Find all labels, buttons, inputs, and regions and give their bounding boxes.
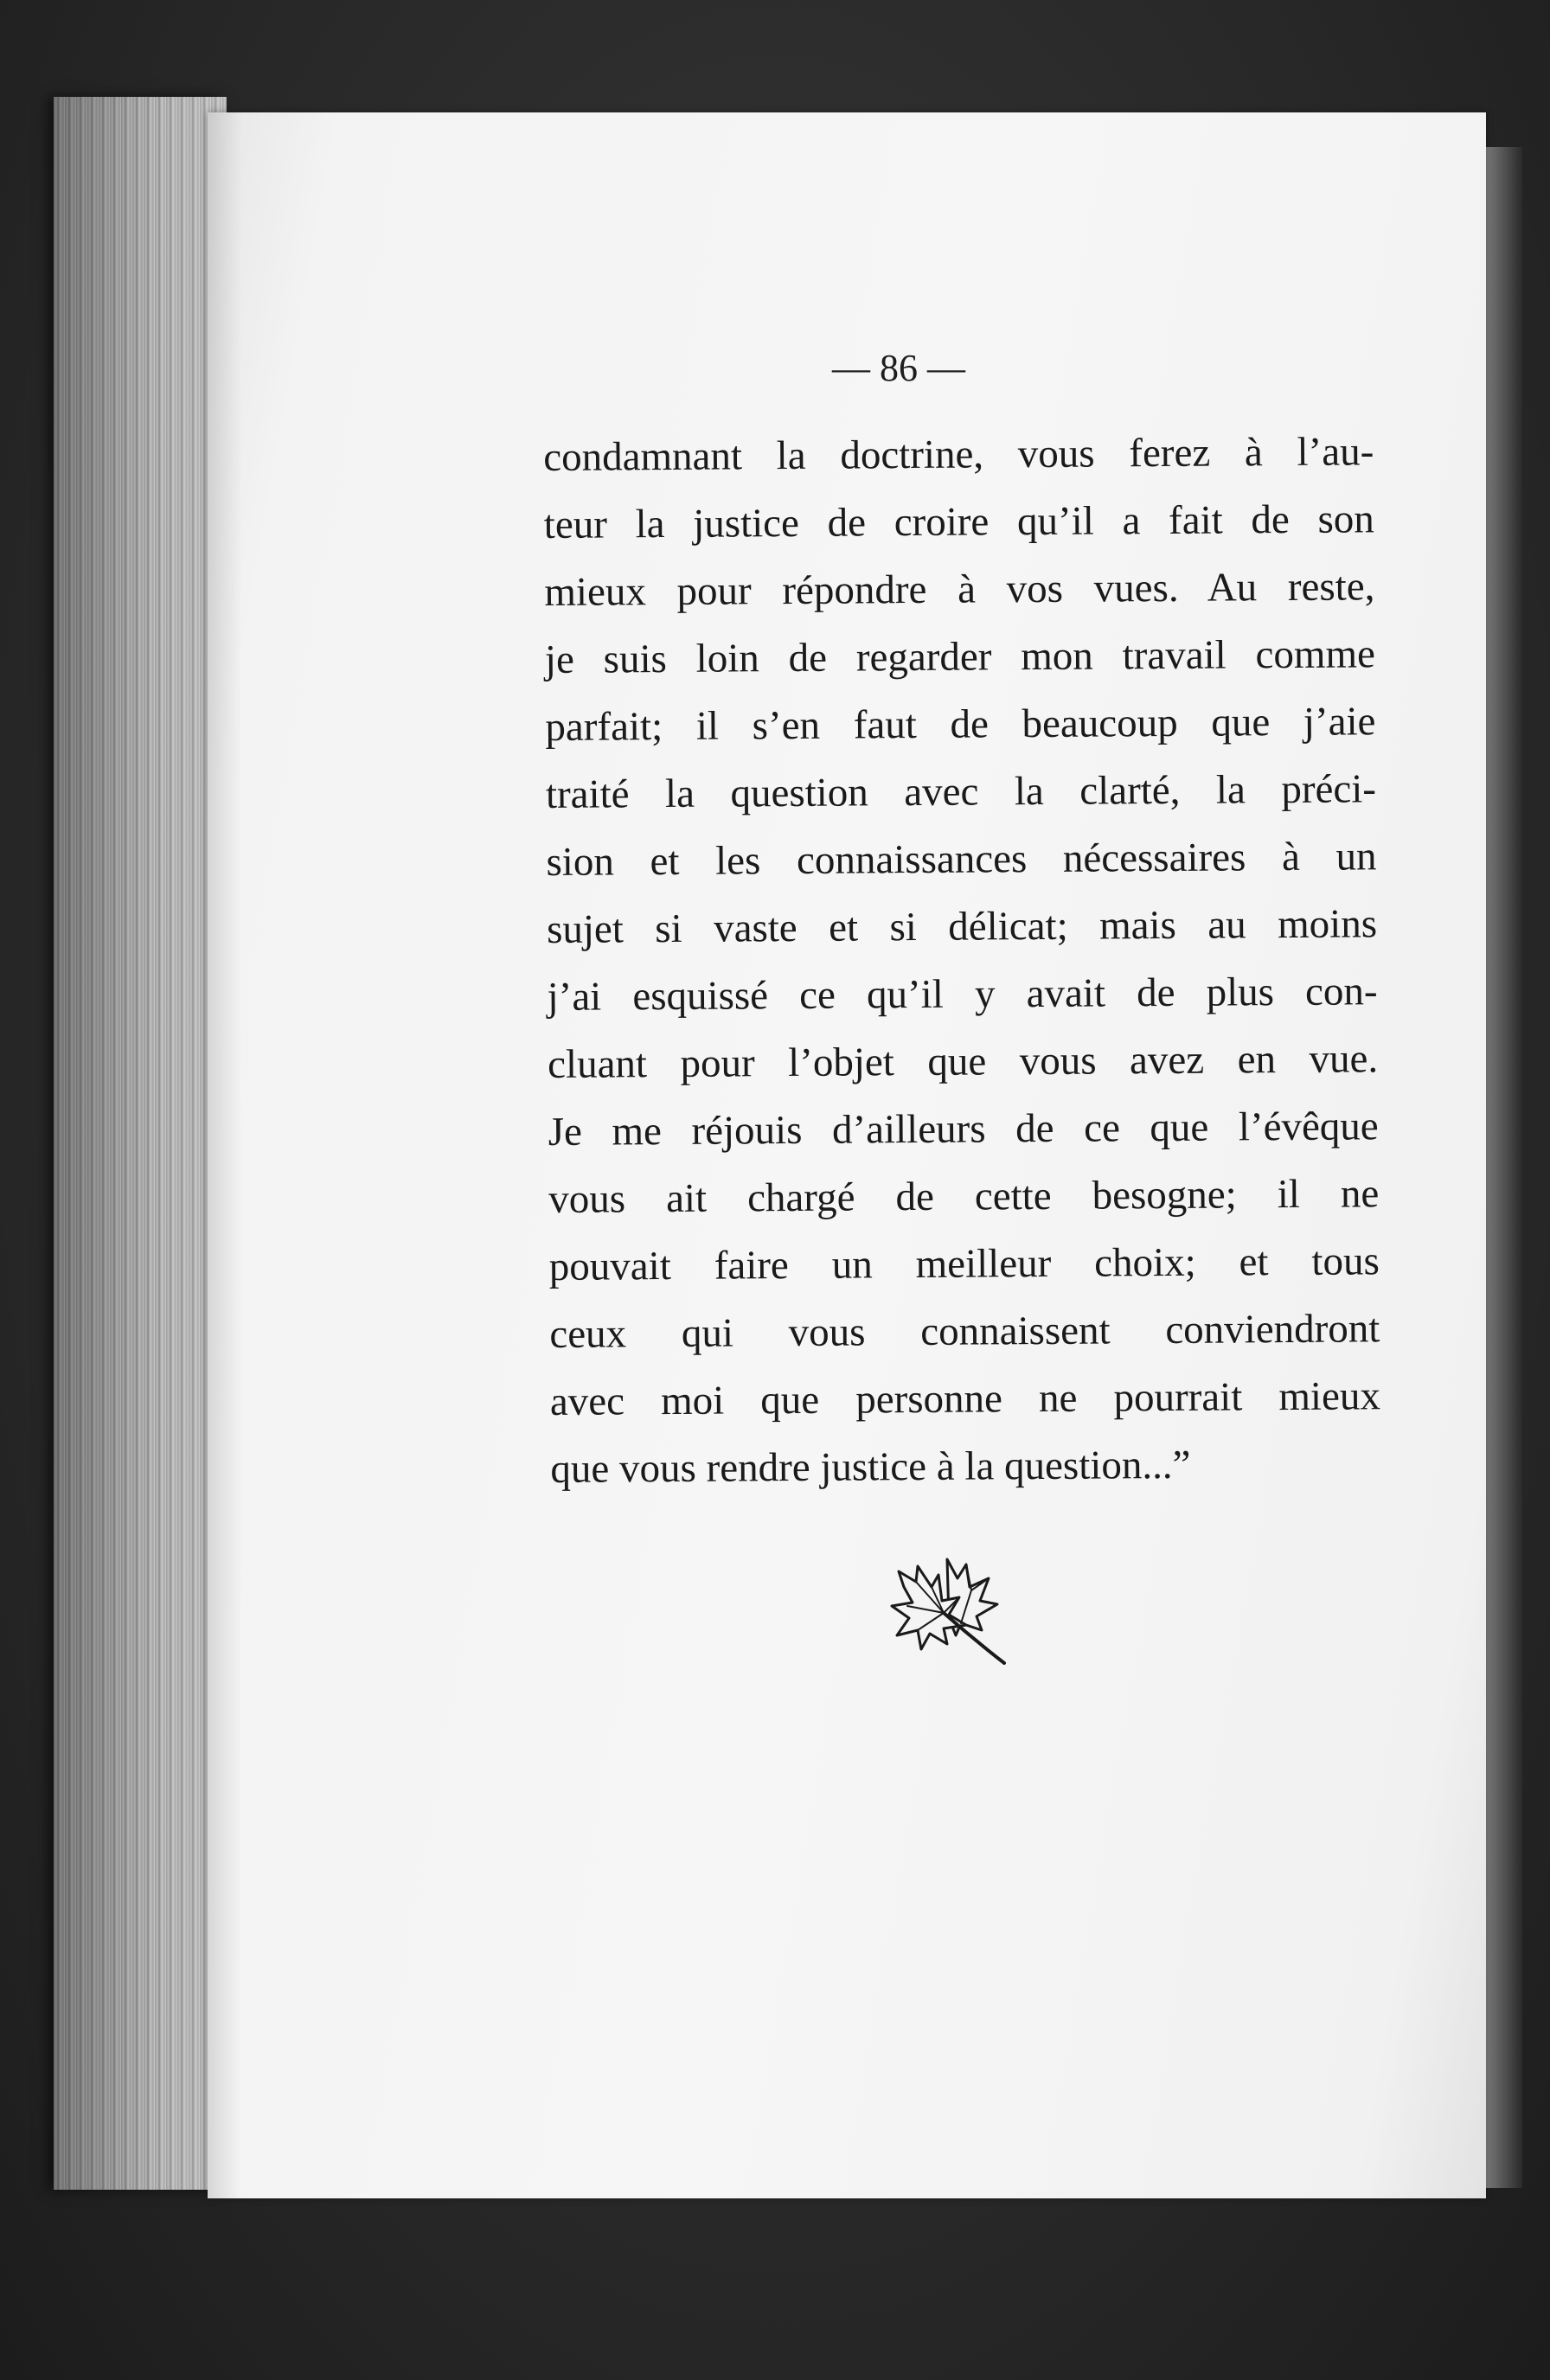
text-line: sujet si vaste et si délicat; mais au moins [546, 901, 1378, 952]
text-line: ceux qui vous connaissent conviendront [549, 1306, 1380, 1357]
text-line: je suis loin de regarder mon travail comme [544, 631, 1376, 682]
text-line: condamnant la doctrine, vous ferez à l’au- [543, 429, 1374, 480]
text-line: sion et les connaissances nécessaires à un [546, 834, 1377, 885]
page-number: — 86 — [832, 347, 965, 389]
maple-leaf-icon [887, 1552, 1016, 1673]
text-line: vous ait chargé de cette besogne; il ne [548, 1171, 1380, 1222]
text-line: traité la question avec la clarté, la préci- [545, 766, 1377, 817]
text-line: avec moi que personne ne pourrait mieux [549, 1373, 1381, 1424]
text-line: j’ai esquissé ce qu’il y avait de plus con- [547, 969, 1378, 1020]
text-line: parfait; il s’en faut de beaucoup que j’aie [545, 699, 1376, 750]
book-page [208, 112, 1486, 2198]
text-line: que vous rendre justice à la question...” [550, 1442, 1191, 1492]
book-page-edges [54, 97, 227, 2190]
text-line: teur la justice de croire qu’il a fait de son [543, 496, 1374, 547]
text-line: mieux pour répondre à vos vues. Au reste, [544, 564, 1375, 615]
body-text [543, 418, 1381, 1503]
text-line: Je me réjouis d’ailleurs de ce que l’évêque [548, 1104, 1379, 1155]
text-line: pouvait faire un meilleur choix; et tous [548, 1238, 1380, 1289]
text-line: cluant pour l’objet que vous avez en vue. [547, 1036, 1379, 1087]
